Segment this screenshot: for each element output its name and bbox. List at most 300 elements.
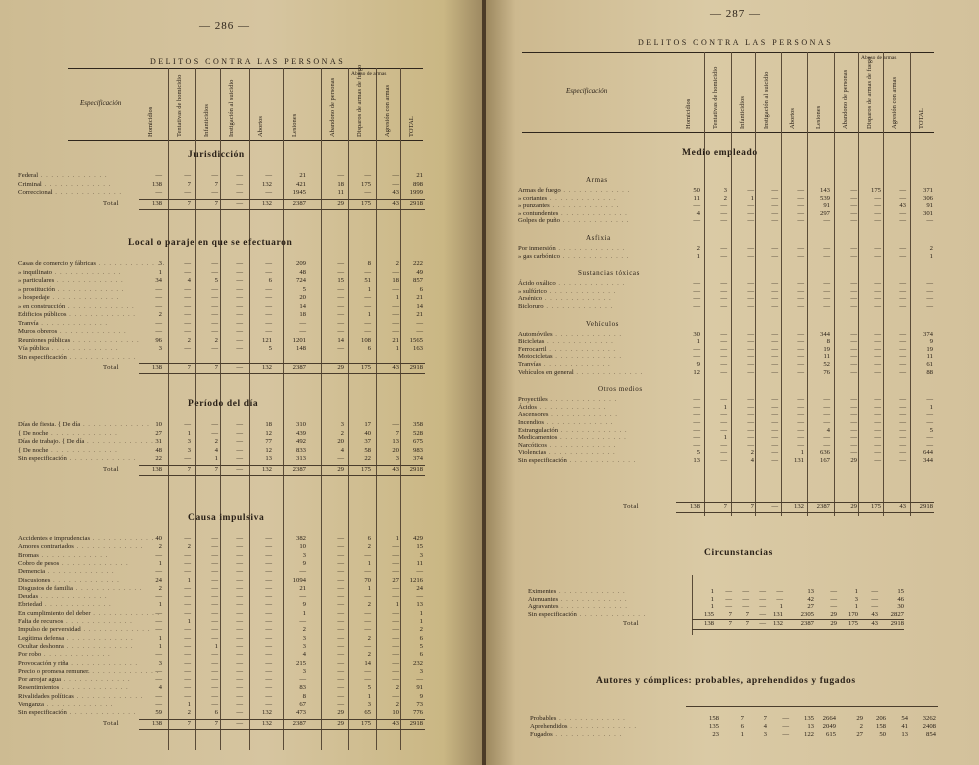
cell-value: 4 <box>187 277 191 284</box>
cell-value: — <box>155 651 162 659</box>
cell-value: — <box>236 676 243 684</box>
cell-value: 7 <box>750 503 754 510</box>
cell-value: — <box>747 419 754 426</box>
cell-value: — <box>850 434 857 442</box>
especificacion-label: Especificación <box>566 87 608 95</box>
cell-value: 983 <box>412 446 423 454</box>
cell-value: — <box>236 709 243 717</box>
cell-value: 473 <box>295 709 306 717</box>
cell-value: 24 <box>416 584 423 592</box>
cell-value: — <box>211 285 218 293</box>
cell-value: — <box>899 396 906 404</box>
cell-value: — <box>184 626 191 634</box>
cell-value: 132 <box>261 199 272 207</box>
cell-value: — <box>184 421 191 428</box>
cell-value: — <box>184 651 191 659</box>
cell-value: — <box>236 601 243 609</box>
cell-value: — <box>211 601 218 609</box>
cell-value: — <box>265 651 272 659</box>
cell-value: 175 <box>360 719 371 727</box>
cell-value: — <box>364 319 371 327</box>
cell-value: 13 <box>901 731 908 738</box>
column-header: Homicidios <box>147 106 154 137</box>
cell-value: — <box>236 429 243 437</box>
cell-value: 1 <box>929 252 933 260</box>
cell-value: 43 <box>871 620 878 628</box>
cell-value: 41 <box>901 723 908 730</box>
cell-value: — <box>874 419 881 426</box>
cell-value: — <box>265 601 272 609</box>
cell-value: — <box>236 609 243 617</box>
cell-value: 43 <box>392 364 399 371</box>
cell-value: 51 <box>364 277 371 284</box>
cell-value: 43 <box>392 199 399 207</box>
cell-value: — <box>797 202 804 210</box>
cell-value: — <box>693 434 700 442</box>
cell-value: 492 <box>295 438 306 445</box>
table-row <box>18 660 425 668</box>
cell-value: — <box>337 659 344 667</box>
cell-value: — <box>236 294 243 301</box>
cell-value: — <box>926 396 933 404</box>
cell-value: — <box>155 189 162 196</box>
cell-value: — <box>211 328 218 335</box>
cell-value: — <box>874 457 881 464</box>
cell-value: — <box>874 353 881 361</box>
cell-value: 1 <box>395 345 399 352</box>
cell-value: 9 <box>696 361 700 368</box>
cell-value: — <box>236 568 243 576</box>
cell-value: — <box>874 295 881 303</box>
row-label: Impulso de perversidad . . . <box>18 626 150 634</box>
cell-value: — <box>236 543 243 551</box>
cell-value: — <box>771 403 778 411</box>
cell-value: 8 <box>367 260 371 267</box>
cell-value: — <box>782 723 789 730</box>
cell-value: 13 <box>693 457 700 464</box>
cell-value: — <box>337 268 344 276</box>
cell-value: — <box>797 426 804 434</box>
column-header: Agresión con armas <box>384 85 391 137</box>
cell-value: 6 <box>419 634 423 642</box>
cell-value: 138 <box>151 364 162 371</box>
cell-value: 5 <box>268 345 272 352</box>
cell-value: — <box>797 287 804 295</box>
cell-value: 2 <box>367 651 371 659</box>
cell-value: — <box>211 345 218 352</box>
cell-value: 175 <box>870 503 881 510</box>
cell-value: 2664 <box>822 715 836 722</box>
column-header: Disparos de armas de fuego <box>356 64 363 137</box>
right-page <box>486 0 979 765</box>
cell-value: 1 <box>158 601 162 609</box>
cell-value: 2 <box>419 626 423 634</box>
cell-value: 3 <box>158 659 162 667</box>
cell-value: — <box>747 338 754 346</box>
cell-value: 7 <box>745 620 749 628</box>
left-page <box>0 0 482 765</box>
row-label: Golpes de puño . . . <box>518 217 629 225</box>
cell-value: 77 <box>265 438 272 445</box>
cell-value: — <box>211 172 218 179</box>
cell-value: 3 <box>395 455 399 462</box>
cell-value: — <box>236 180 243 188</box>
cell-value: — <box>392 172 399 179</box>
cell-value: — <box>850 361 857 368</box>
cell-value: 43 <box>899 202 906 210</box>
cell-value: 40 <box>155 535 162 542</box>
cell-value: — <box>265 667 272 675</box>
cell-value: — <box>797 403 804 411</box>
cell-value: — <box>899 368 906 376</box>
table-row <box>18 311 425 319</box>
cell-value: — <box>747 303 754 310</box>
cell-value: — <box>850 202 857 210</box>
cell-value: 4 <box>763 723 767 730</box>
cell-value: 306 <box>922 194 933 202</box>
cell-value: — <box>850 245 857 252</box>
table-row <box>18 709 425 717</box>
row-label: Incendios . . . <box>518 419 613 427</box>
cell-value: 15 <box>897 588 904 595</box>
cell-value: — <box>184 455 191 462</box>
table-row <box>18 543 425 551</box>
cell-value: 58 <box>364 446 371 454</box>
cell-value: 22 <box>364 455 371 462</box>
autores-top-rule <box>686 706 938 707</box>
cell-value: — <box>364 268 371 276</box>
cell-value: — <box>693 345 700 353</box>
cell-value: 29 <box>856 715 863 722</box>
cell-value: 374 <box>922 330 933 338</box>
cell-value: — <box>771 361 778 368</box>
cell-value: 3 <box>340 421 344 428</box>
cell-value: — <box>771 287 778 295</box>
table-row <box>18 320 425 328</box>
row-label: Correccional . . . <box>18 189 122 197</box>
cell-value: — <box>236 642 243 650</box>
cell-value: 1 <box>214 455 218 462</box>
cell-value: 91 <box>926 202 933 210</box>
cell-value: 138 <box>151 719 162 727</box>
column-header: Infanticidios <box>203 104 210 137</box>
cell-value: 52 <box>823 361 830 368</box>
cell-value: 46 <box>897 595 904 603</box>
cell-value: — <box>771 202 778 210</box>
cell-value: — <box>236 701 243 708</box>
table-row <box>18 421 425 429</box>
cell-value: — <box>850 209 857 217</box>
cell-value: — <box>337 345 344 352</box>
cell-value: — <box>337 667 344 675</box>
subgroup-title: Vehículos <box>586 319 620 328</box>
cell-value: 9 <box>302 601 306 609</box>
cell-value: — <box>184 189 191 196</box>
cell-value: — <box>771 295 778 303</box>
table-row <box>518 217 934 225</box>
table-row <box>18 593 425 601</box>
cell-value: — <box>299 328 306 335</box>
cell-value: 439 <box>295 429 306 437</box>
cell-value: — <box>771 449 778 457</box>
cell-value: 1 <box>214 642 218 650</box>
row-label: Tranvía . . . <box>18 320 108 328</box>
table-row <box>18 337 425 345</box>
cell-value: — <box>236 311 243 318</box>
row-label: Medicamentos . . . <box>518 434 627 442</box>
cell-value: — <box>850 353 857 361</box>
cell-value: 91 <box>416 684 423 692</box>
cell-value: 2 <box>187 336 191 344</box>
running-head: DELITOS CONTRA LAS PERSONAS <box>638 38 834 47</box>
cell-value: — <box>899 403 906 411</box>
total-rule-bottom <box>676 512 934 513</box>
cell-value: — <box>236 584 243 592</box>
cell-value: 14 <box>364 659 371 667</box>
column-header: Lesiones <box>291 113 298 137</box>
cell-value: — <box>850 280 857 288</box>
cell-value: — <box>776 588 783 595</box>
section-title: Medio empleado <box>682 148 758 158</box>
row-label: Precio o promesa remuner. . . . <box>18 668 159 676</box>
cell-value: — <box>874 252 881 260</box>
cell-value: — <box>823 411 830 419</box>
cell-value: 29 <box>830 610 837 618</box>
cell-value: — <box>747 396 754 404</box>
cell-value: 898 <box>412 180 423 188</box>
cell-value: — <box>416 676 423 684</box>
cell-value: 132 <box>261 709 272 717</box>
cell-value: 138 <box>689 503 700 510</box>
cell-value: 1 <box>710 603 714 611</box>
cell-value: — <box>720 287 727 295</box>
cell-value: — <box>416 593 423 601</box>
cell-value: — <box>926 441 933 449</box>
cell-value: 2387 <box>292 199 306 207</box>
cell-value: — <box>850 194 857 202</box>
abuso-de-armas-label: Abuso de armas <box>351 71 387 77</box>
row-label: » cortantes . . . <box>518 195 617 203</box>
cell-value: 131 <box>772 610 783 618</box>
cell-value: — <box>211 294 218 301</box>
cell-value: — <box>720 280 727 288</box>
cell-value: — <box>693 353 700 361</box>
cell-value: 5 <box>214 277 218 284</box>
row-label: Total <box>103 719 120 727</box>
row-label: » punzantes . . . <box>518 202 619 210</box>
cell-value: — <box>797 303 804 310</box>
cell-value: — <box>782 715 789 722</box>
cell-value: 1999 <box>409 189 423 196</box>
cell-value: — <box>874 202 881 210</box>
row-label: Ferrocarril . . . <box>518 346 616 354</box>
cell-value: 1 <box>367 692 371 700</box>
cell-value: 2 <box>214 336 218 344</box>
cell-value: 2305 <box>800 610 814 618</box>
cell-value: 13 <box>265 455 272 462</box>
cell-value: 13 <box>392 438 399 445</box>
cell-value: — <box>797 209 804 217</box>
cell-value: — <box>874 303 881 310</box>
cell-value: 7 <box>728 620 732 628</box>
cell-value: 313 <box>295 455 306 462</box>
table-row <box>18 286 425 294</box>
cell-value: — <box>742 603 749 611</box>
cell-value: — <box>720 368 727 376</box>
cell-value: 3 <box>158 260 162 267</box>
cell-value: 344 <box>819 330 830 338</box>
cell-value: — <box>899 209 906 217</box>
cell-value: 108 <box>360 336 371 344</box>
cell-value: 3 <box>302 634 306 642</box>
cell-value: — <box>184 294 191 301</box>
column-header: TOTAL <box>918 108 925 129</box>
cell-value: — <box>211 551 218 559</box>
cell-value: — <box>265 172 272 179</box>
cell-value: 301 <box>922 209 933 217</box>
cell-value: — <box>265 189 272 196</box>
cell-value: 5 <box>367 684 371 692</box>
cell-value: — <box>211 311 218 318</box>
cell-value: — <box>899 187 906 194</box>
cell-value: 73 <box>416 701 423 708</box>
cell-value: — <box>265 676 272 684</box>
table-row <box>18 568 425 576</box>
cell-value: — <box>850 217 857 225</box>
table-row <box>18 438 425 446</box>
cell-value: 7 <box>214 465 218 473</box>
cell-value: — <box>392 543 399 551</box>
cell-value: — <box>184 609 191 617</box>
row-label: Narcóticos . . . <box>518 442 616 450</box>
cell-value: — <box>211 576 218 584</box>
cell-value: — <box>797 411 804 419</box>
row-label: Ebriedad . . . <box>18 601 112 609</box>
cell-value: — <box>155 676 162 684</box>
cell-value: 43 <box>899 503 906 510</box>
cell-value: 2918 <box>919 503 933 510</box>
cell-value: — <box>337 543 344 551</box>
cell-value: — <box>720 338 727 346</box>
row-label: » sulfúrico . . . <box>518 288 616 296</box>
cell-value: 2387 <box>292 465 306 473</box>
cell-value: — <box>797 368 804 376</box>
cell-value: 29 <box>830 620 837 628</box>
cell-value: 19 <box>926 345 933 353</box>
cell-value: — <box>926 411 933 419</box>
cell-value: — <box>265 285 272 293</box>
cell-value: — <box>236 634 243 642</box>
cell-value: 18 <box>299 311 306 318</box>
cell-value: 11 <box>926 353 933 361</box>
cell-value: — <box>874 441 881 449</box>
column-header: Abandono de personas <box>329 77 336 137</box>
cell-value: 70 <box>364 576 371 584</box>
cell-value: 30 <box>693 330 700 338</box>
cell-value: 3 <box>302 642 306 650</box>
cell-value: — <box>850 330 857 338</box>
cell-value: 1 <box>740 731 744 738</box>
cell-value: 96 <box>155 336 162 344</box>
cell-value: — <box>337 692 344 700</box>
cell-value: — <box>236 319 243 327</box>
cell-value: 40 <box>364 429 371 437</box>
cell-value: 675 <box>412 438 423 445</box>
cell-value: — <box>392 692 399 700</box>
row-label: » gas carbónico . . . <box>518 253 629 261</box>
cell-value: 2 <box>367 601 371 609</box>
cell-value: — <box>184 559 191 567</box>
column-header: Disparos de armas de fuego <box>866 56 873 129</box>
column-header: Agresión con armas <box>891 77 898 129</box>
cell-value: — <box>155 302 162 310</box>
cell-value: 4 <box>302 651 306 659</box>
cell-value: — <box>265 684 272 692</box>
cell-value: — <box>899 252 906 260</box>
cell-value: 132 <box>261 719 272 727</box>
cell-value: 67 <box>299 701 306 708</box>
cell-value: — <box>693 403 700 411</box>
cell-value: 138 <box>151 180 162 188</box>
cell-value: — <box>392 551 399 559</box>
cell-value: — <box>693 287 700 295</box>
cell-value: — <box>265 535 272 542</box>
cell-value: — <box>874 338 881 346</box>
table-row <box>18 535 425 543</box>
cell-value: — <box>874 368 881 376</box>
cell-value: — <box>392 319 399 327</box>
cell-value: — <box>899 338 906 346</box>
cell-value: — <box>771 330 778 338</box>
cell-value: 1 <box>750 194 754 202</box>
cell-value: 7 <box>187 180 191 188</box>
cell-value: 12 <box>693 368 700 376</box>
cell-value: — <box>265 618 272 625</box>
cell-value: 43 <box>871 610 878 618</box>
cell-value: — <box>392 302 399 310</box>
table-row <box>18 560 425 568</box>
cell-value: 1 <box>710 595 714 603</box>
cell-value: — <box>823 280 830 288</box>
cell-value: 1 <box>723 403 727 411</box>
cell-value: 7 <box>187 465 191 473</box>
cell-value: 644 <box>922 449 933 457</box>
cell-value: — <box>874 361 881 368</box>
cell-value: — <box>337 328 344 335</box>
cell-value: — <box>364 642 371 650</box>
row-label: Aprehendidos . . . <box>530 723 637 731</box>
cell-value: 158 <box>875 723 886 730</box>
row-label: Total <box>623 503 640 510</box>
cell-value: — <box>899 419 906 426</box>
cell-value: — <box>874 287 881 295</box>
cell-value: — <box>747 252 754 260</box>
cell-value: — <box>364 593 371 601</box>
cell-value: — <box>926 303 933 310</box>
column-header: TOTAL <box>408 116 415 137</box>
cell-value: 1 <box>395 535 399 542</box>
row-label: Sin especificación . . . <box>528 611 646 619</box>
cell-value: 22 <box>155 455 162 462</box>
cell-value: — <box>337 260 344 267</box>
cell-value: 143 <box>819 187 830 194</box>
cell-value: — <box>797 338 804 346</box>
row-label: Total <box>103 199 120 207</box>
column-header: Homicidios <box>685 98 692 129</box>
cell-value: — <box>392 676 399 684</box>
cell-value: — <box>392 659 399 667</box>
cell-value: — <box>364 294 371 301</box>
